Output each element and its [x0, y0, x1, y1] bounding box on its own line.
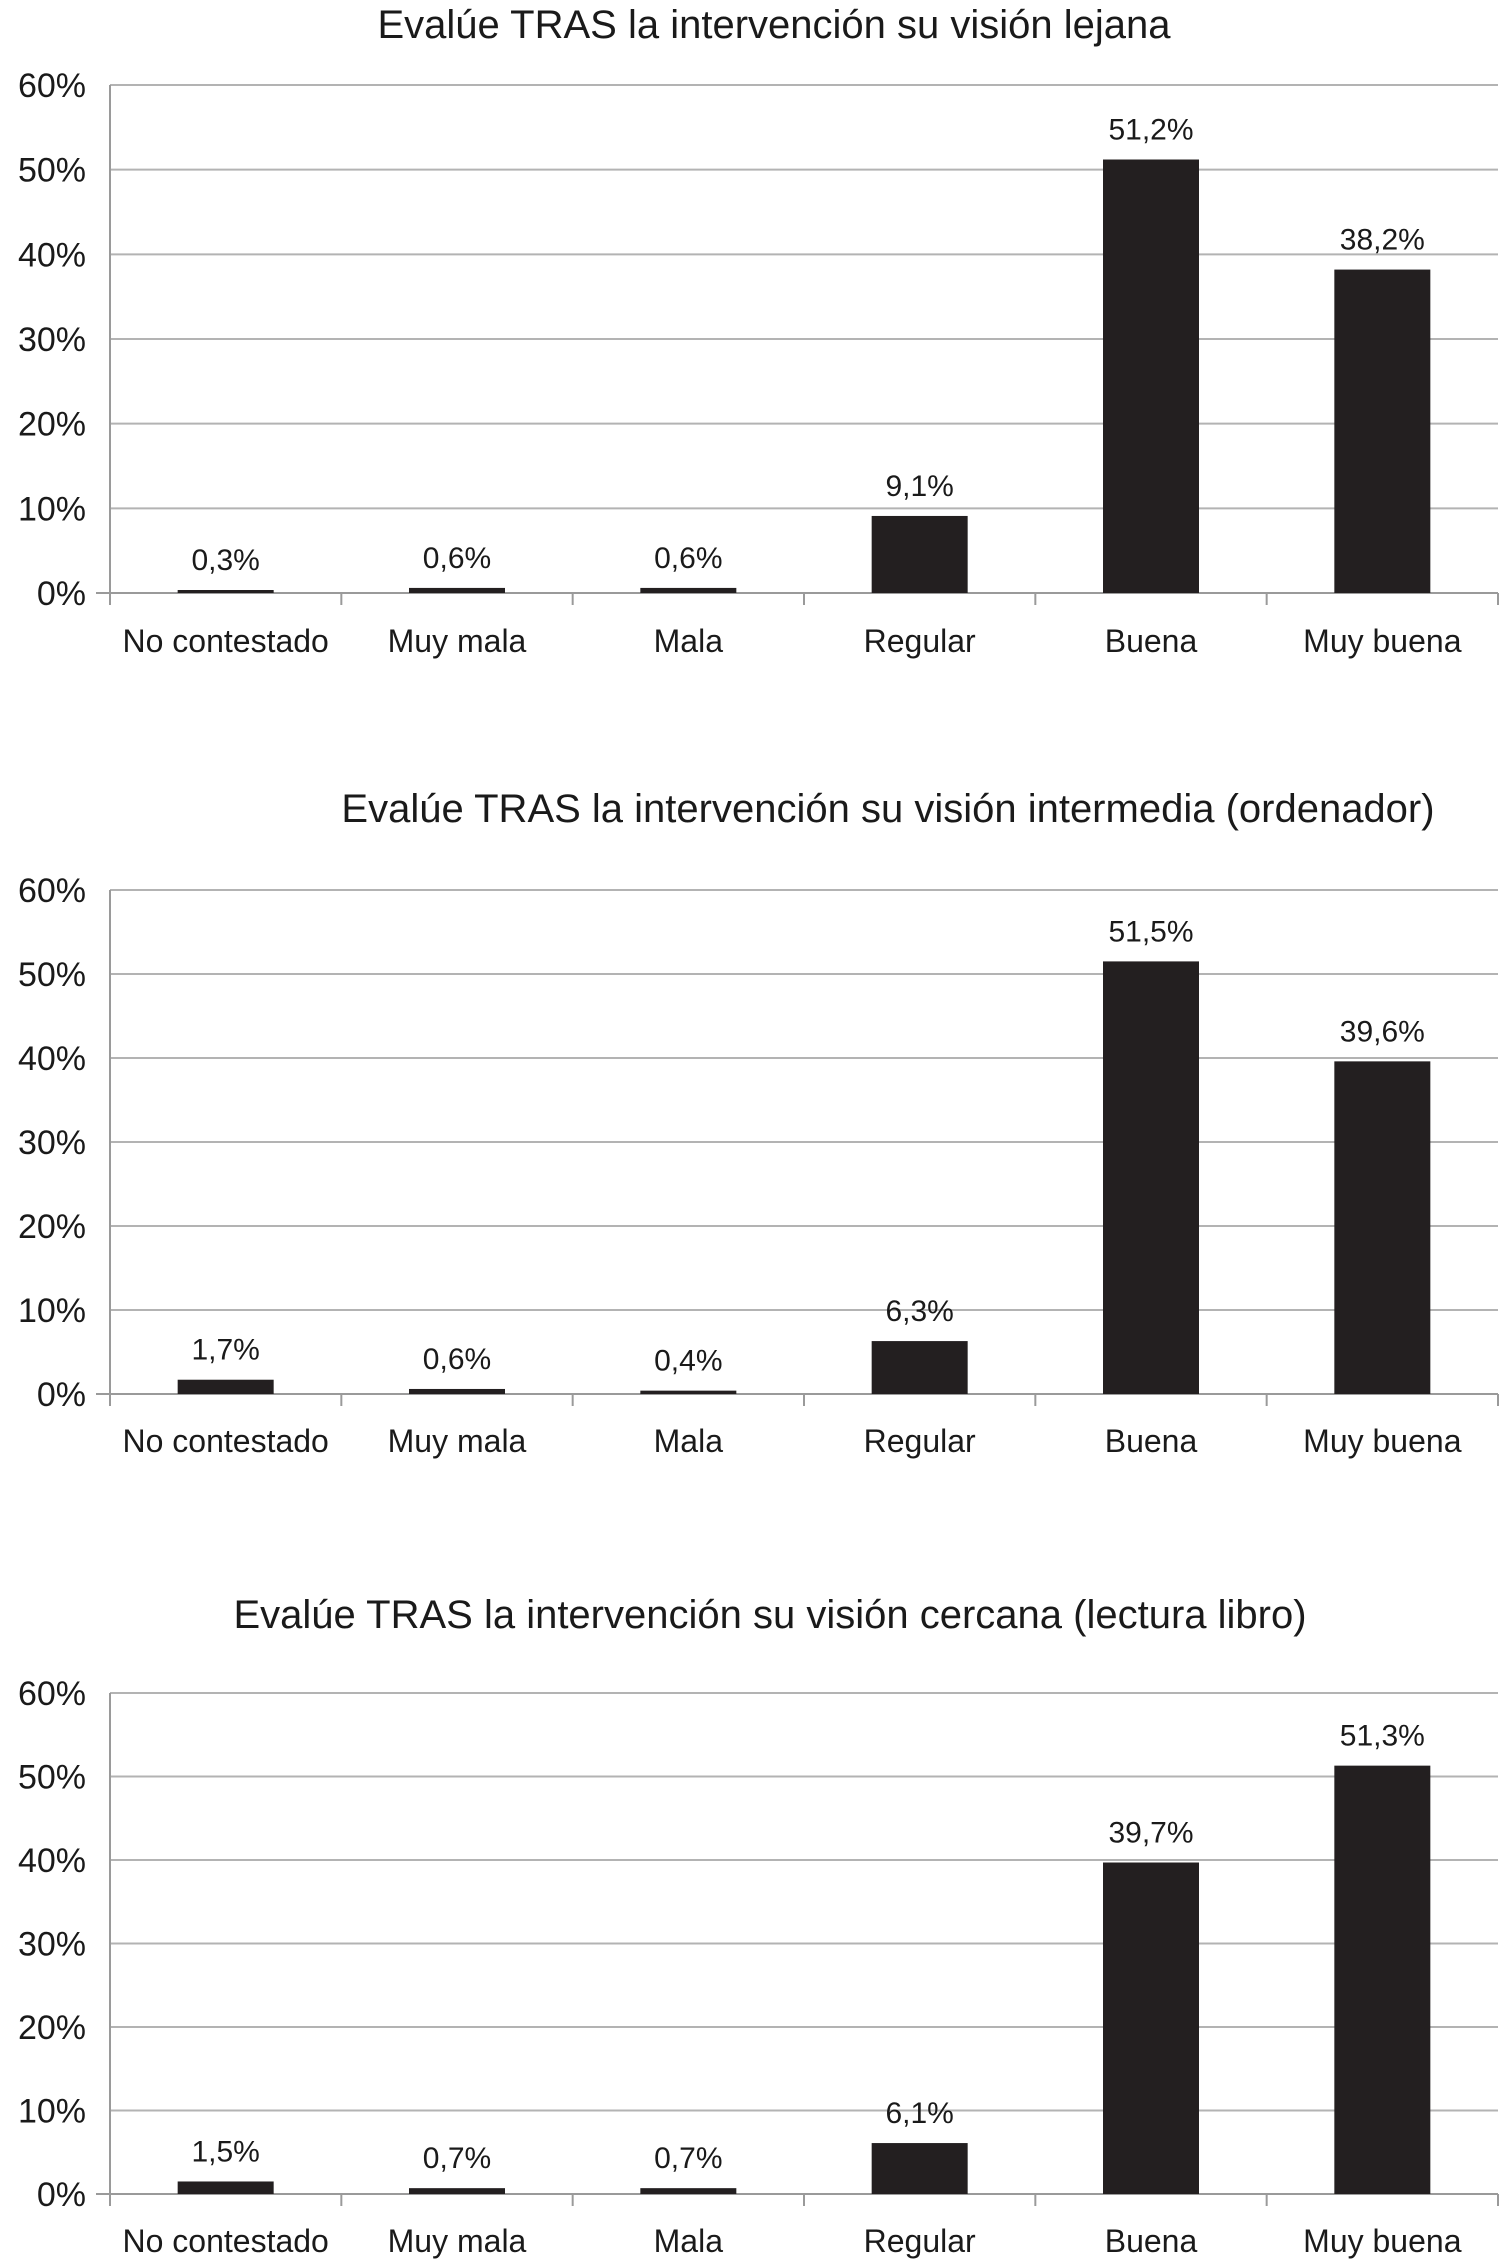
- y-tick-label: 20%: [17, 405, 86, 444]
- bar: [1103, 160, 1199, 593]
- y-tick-label: 20%: [17, 1208, 86, 1246]
- bar: [1103, 1863, 1199, 2194]
- category-label: No contestado: [122, 2223, 329, 2259]
- bar: [1334, 270, 1430, 593]
- category-label: Muy mala: [387, 2223, 527, 2259]
- bar: [640, 2188, 736, 2194]
- bar: [409, 588, 505, 593]
- data-label: 0,4%: [654, 1344, 723, 1378]
- y-tick-label: 60%: [17, 1675, 86, 1713]
- bar: [178, 1380, 274, 1394]
- y-tick-label: 30%: [17, 1925, 86, 1964]
- y-tick-label: 0%: [36, 575, 86, 613]
- category-label: Muy mala: [387, 1423, 527, 1459]
- chart-title: Evalúe TRAS la intervención su visión intermedia (ordenador): [341, 787, 1435, 831]
- data-label: 0,3%: [191, 544, 260, 577]
- data-label: 39,6%: [1339, 1015, 1425, 1049]
- category-label: No contestado: [122, 623, 329, 659]
- bar: [640, 588, 736, 593]
- data-label: 1,5%: [191, 2135, 260, 2169]
- category-label: Buena: [1104, 2223, 1198, 2259]
- y-tick-label: 60%: [17, 67, 86, 105]
- bar: [178, 2181, 274, 2194]
- data-label: 6,1%: [885, 2097, 954, 2131]
- category-label: Mala: [653, 1423, 724, 1459]
- bar: [1334, 1061, 1430, 1394]
- y-tick-label: 50%: [17, 151, 86, 190]
- y-tick-label: 10%: [17, 490, 86, 529]
- data-label: 0,6%: [654, 541, 723, 575]
- category-label: Buena: [1104, 1423, 1198, 1459]
- category-label: No contestado: [122, 1423, 329, 1459]
- data-label: 0,6%: [422, 1342, 492, 1376]
- category-label: Regular: [863, 623, 976, 659]
- data-label: 51,3%: [1339, 1719, 1425, 1753]
- y-tick-label: 50%: [17, 956, 86, 994]
- y-tick-label: 40%: [17, 1040, 86, 1078]
- category-label: Regular: [863, 2223, 976, 2259]
- chart-title: Evalúe TRAS la intervención su visión lejana: [377, 3, 1171, 47]
- category-label: Buena: [1104, 623, 1198, 659]
- y-tick-label: 50%: [17, 1758, 86, 1797]
- category-label: Regular: [863, 1423, 976, 1459]
- data-label: 0,6%: [422, 541, 492, 575]
- bar: [409, 2188, 505, 2194]
- bar: [1334, 1766, 1430, 2194]
- data-label: 6,3%: [885, 1295, 954, 1329]
- bar: [872, 2143, 968, 2194]
- data-label: 38,2%: [1339, 223, 1425, 257]
- bar: [409, 1389, 505, 1394]
- y-tick-label: 10%: [17, 2092, 86, 2131]
- bar: [872, 1341, 968, 1394]
- bar: [1103, 961, 1199, 1394]
- data-label: 0,7%: [654, 2142, 723, 2176]
- data-label: 39,7%: [1108, 1816, 1194, 1850]
- chart-title: Evalúe TRAS la intervención su visión cercana (lectura libro): [233, 1593, 1307, 1637]
- data-label: 51,5%: [1108, 915, 1194, 949]
- category-label: Mala: [653, 2223, 724, 2259]
- data-label: 51,2%: [1108, 113, 1194, 147]
- category-label: Muy buena: [1303, 623, 1462, 659]
- y-tick-label: 20%: [17, 2009, 86, 2047]
- y-tick-label: 60%: [17, 872, 86, 910]
- y-tick-label: 0%: [36, 2176, 86, 2214]
- category-label: Muy buena: [1303, 2223, 1462, 2259]
- category-label: Mala: [653, 623, 724, 659]
- y-tick-label: 30%: [17, 321, 86, 359]
- bar: [178, 590, 274, 593]
- category-label: Muy buena: [1303, 1423, 1462, 1459]
- category-label: Muy mala: [387, 623, 527, 659]
- bar: [872, 516, 968, 593]
- y-tick-label: 30%: [17, 1124, 86, 1162]
- y-tick-label: 10%: [17, 1292, 86, 1330]
- data-label: 0,7%: [422, 2142, 492, 2176]
- y-tick-label: 40%: [17, 1842, 86, 1880]
- bar: [640, 1391, 736, 1394]
- y-tick-label: 40%: [17, 236, 86, 275]
- y-tick-label: 0%: [36, 1376, 86, 1414]
- data-label: 9,1%: [885, 469, 954, 503]
- data-label: 1,7%: [191, 1333, 260, 1367]
